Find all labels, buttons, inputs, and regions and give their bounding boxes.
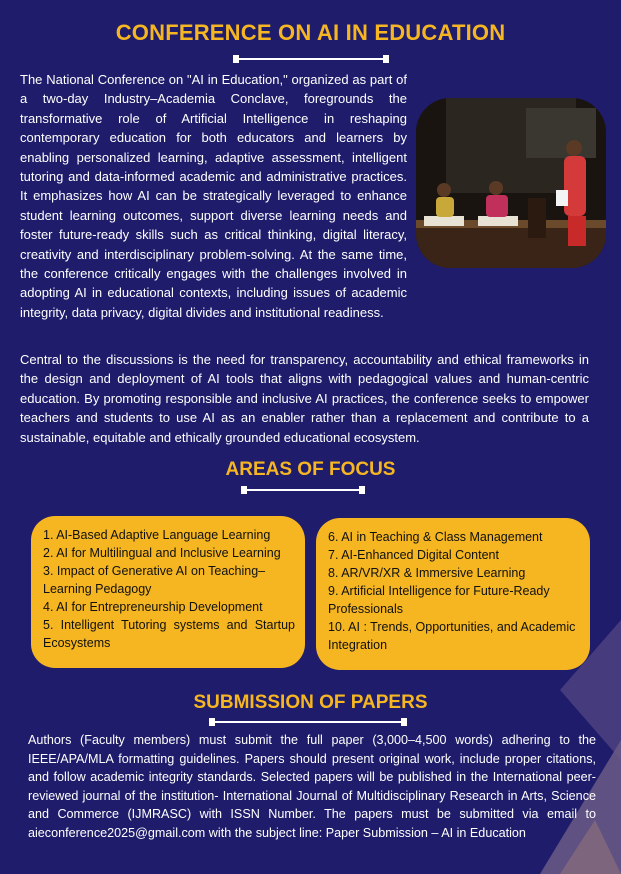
submission-paragraph: Authors (Faculty members) must submit the full paper (3,000–4,500 words) adhering to the IEEE/APA/MLA formatting guidelines. Papers should present original work, include proper citations, and follow academic integrity standards. Selected papers will be published in the International peer-reviewed journal of the institution- International Journal of Multidisciplinary Research in Arts, Science and Commerce (IJMRASC) with ISSN Number. The papers must be submitted via email to aieconference2025@gmail.com with the subject line: Paper Submission – AI in Education (28, 733, 596, 840)
focus-divider (244, 489, 362, 491)
event-photo (416, 98, 606, 268)
page-title: CONFERENCE ON AI IN EDUCATION (115, 20, 506, 45)
focus-item: 1. AI-Based Adaptive Language Learning (43, 528, 271, 542)
title-divider (236, 58, 386, 60)
focus-item: 9. Artificial Intelligence for Future-Ready Professionals (328, 584, 550, 616)
focus-item: 7. AI-Enhanced Digital Content (328, 548, 499, 562)
focus-title: AREAS OF FOCUS (225, 459, 396, 480)
focus-list-left (43, 526, 295, 652)
intro-paragraph-2: Central to the discussions is the need for transparency, accountability and ethical frameworks in the design and deployment of AI tools that aligns with pedagogical values and human-centric education. By promoting responsible and inclusive AI practices, the conference seeks to empower teachers and students to use AI as an enabler rather than a replacement and contribute to a sustainable, equitable and ethically grounded educational ecosystem. (20, 352, 589, 445)
intro-paragraph-1: The National Conference on "AI in Education," organized as part of a two-day Industry–Academia Conclave, foregrounds the transformative role of Artificial Intelligence in reshaping contemporary education for both educators and learners by enabling personalized learning, adaptive assessment, intelligent tutoring and data-informed academic and administrative practices. It emphasizes how AI can be strategically leveraged to enhance student learning outcomes, support diverse learning needs and foster future-ready skills such as critical thinking, digital literacy, creativity and interdisciplinary problem-solving. At the same time, the conference critically engages with the challenges involved in adopting AI in educational contexts, including issues of academic integrity, data privacy, digital divides and institutional readiness. (20, 72, 407, 320)
focus-list-right (328, 528, 580, 654)
submission-title: SUBMISSION OF PAPERS (193, 692, 428, 713)
focus-box-left (31, 516, 305, 668)
focus-item: 4. AI for Entrepreneurship Development (43, 600, 263, 614)
focus-item: 6. AI in Teaching & Class Management (328, 530, 543, 544)
focus-item: 3. Impact of Generative AI on Teaching–Learning Pedagogy (43, 564, 266, 596)
focus-box-right (316, 518, 590, 670)
focus-item: 2. AI for Multilingual and Inclusive Learning (43, 546, 281, 560)
focus-item: 10. AI : Trends, Opportunities, and Academic Integration (328, 620, 576, 652)
focus-item: 5. Intelligent Tutoring systems and Startup Ecosystems (43, 618, 295, 650)
focus-item: 8. AR/VR/XR & Immersive Learning (328, 566, 526, 580)
submission-divider (212, 721, 404, 723)
